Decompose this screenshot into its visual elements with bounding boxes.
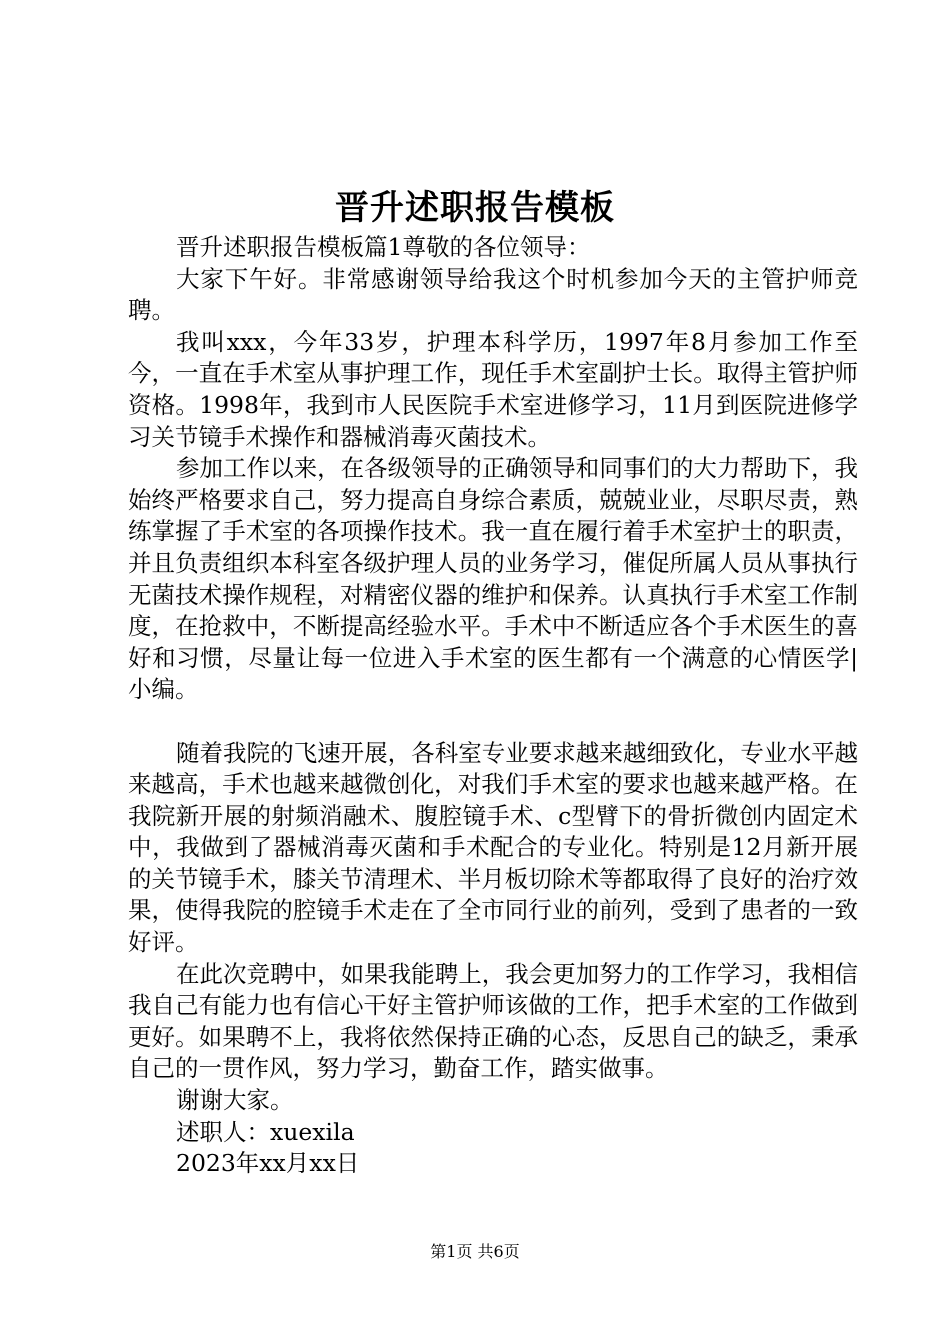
paragraph-introduction: 我叫xxx，今年33岁，护理本科学历，1997年8月参加工作至今，一直在手术室从事护理工作，现任手术室副护士长。取得主管护师资格。1998年，我到市人民医院手术室进修学习，11月到医院进修学习关节镜手术操作和器械消毒灭菌技术。 — [128, 327, 858, 451]
paragraph-commitment: 在此次竞聘中，如果我能聘上，我会更加努力的工作学习，我相信我自己有能力也有信心干好主管护师该做的工作，把手术室的工作做到更好。如果聘不上，我将依然保持正确的心态，反思自己的缺乏，秉承自己的一贯作风，努力学习，勤奋工作，踏实做事。 — [128, 959, 858, 1083]
paragraph-development: 随着我院的飞速开展，各科室专业要求越来越细致化，专业水平越来越高，手术也越来越微创化，对我们手术室的要求也越来越严格。在我院新开展的射频消融术、腹腔镜手术、c型臂下的骨折微创内固定术中，我做到了器械消毒灭菌和手术配合的专业化。特别是12月新开展的关节镜手术，膝关节清理术、半月板切除术等都取得了良好的治疗效果，使得我院的腔镜手术走在了全市同行业的前列，受到了患者的一致好评。 — [128, 738, 858, 957]
paragraph-signature: 述职人：xuexila — [176, 1117, 355, 1146]
page-number-footer: 第1页 共6页 — [430, 1242, 520, 1261]
paragraph-work-experience: 参加工作以来，在各级领导的正确领导和同事们的大力帮助下，我始终严格要求自己，努力提高自身综合素质，兢兢业业，尽职尽责，熟练掌握了手术室的各项操作技术。我一直在履行着手术室护士的职责，并且负责组织本科室各级护理人员的业务学习，催促所属人员从事执行无菌技术操作规程，对精密仪器的维护和保养。认真执行手术室工作制度，在抢救中，不断提高经验水平。手术中不断适应各个手术医生的喜好和习惯，尽量让每一位进入手术室的医生都有一个满意的心情医学|小编。 — [128, 454, 858, 704]
paragraph-date: 2023年xx月xx日 — [176, 1149, 360, 1178]
document-body — [128, 232, 858, 1180]
paragraph-thanks: 谢谢大家。 — [176, 1086, 294, 1115]
paragraph-spacer — [128, 706, 858, 738]
paragraph-greeting: 晋升述职报告模板篇1尊敬的各位领导： — [176, 233, 591, 261]
document-title: 晋升述职报告模板 — [335, 188, 615, 228]
paragraph-opening: 大家下午好。非常感谢领导给我这个时机参加今天的主管护师竞聘。 — [128, 264, 858, 325]
